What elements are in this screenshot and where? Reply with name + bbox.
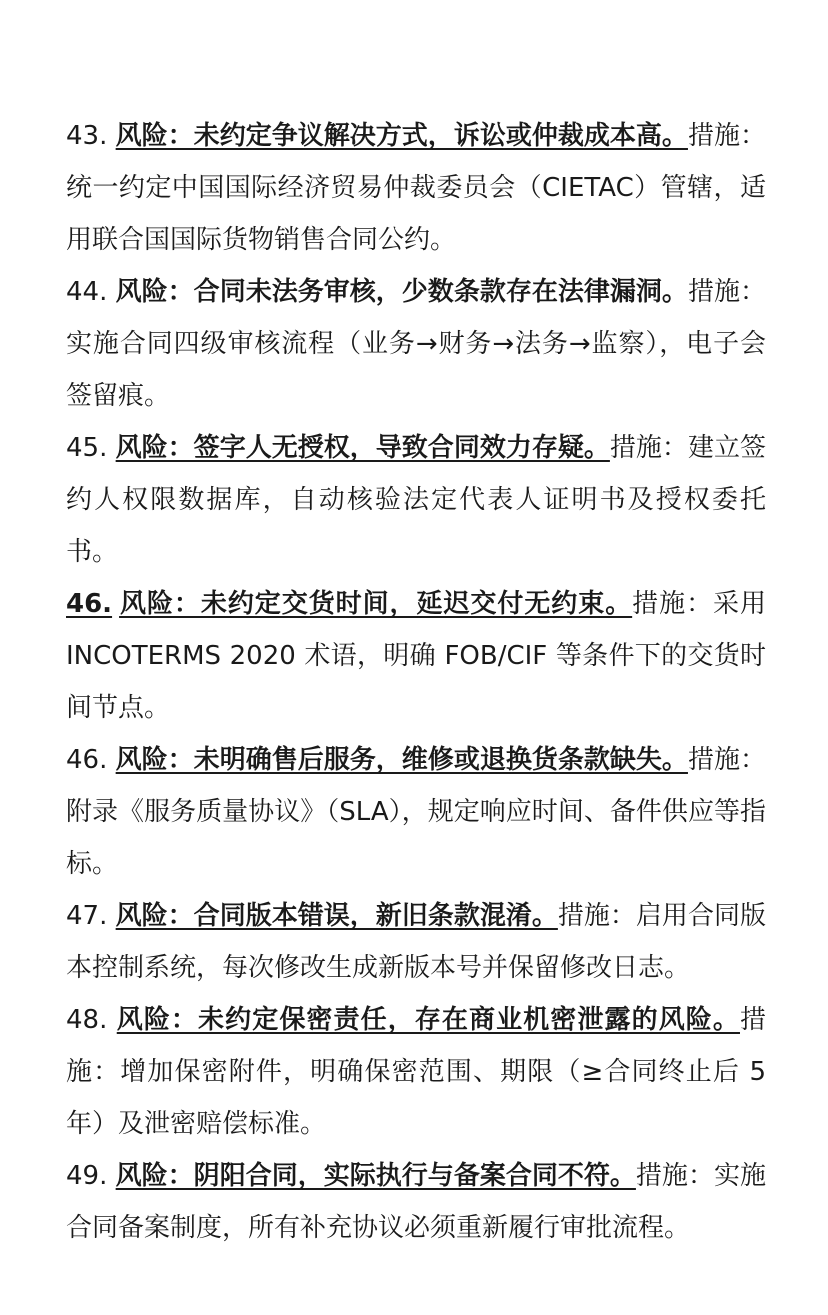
risk-text: 风险：合同未法务审核，少数条款存在法律漏洞。 [115,277,688,307]
item-number: 45. [66,433,108,463]
risk-text: 风险：未约定争议解决方式，诉讼或仲裁成本高。 [115,121,688,151]
list-item [66,1150,766,1254]
measure-text: 措施：增加保密附件，明确保密范围、期限（≥合同终止后 5 年）及泄密赔偿标准。 [66,1005,766,1139]
list-item [66,994,766,1150]
item-number: 46. [66,589,113,619]
measure-text: 措施：实施合同四级审核流程（业务→财务→法务→监察），电子会签留痕。 [66,277,766,411]
measure-text: 措施：附录《服务质量协议》（SLA），规定响应时间、备件供应等指标。 [66,745,766,879]
item-number: 43. [66,121,108,151]
list-item [66,266,766,422]
list-item [66,110,766,266]
item-number: 49. [66,1161,108,1191]
risk-text: 风险：合同版本错误，新旧条款混淆。 [115,901,558,931]
measure-text: 措施：统一约定中国国际经济贸易仲裁委员会（CIETAC）管辖，适用联合国国际货物销售合同公约。 [66,121,766,255]
item-number: 48. [66,1005,108,1035]
measure-text: 措施：实施合同备案制度，所有补充协议必须重新履行审批流程。 [66,1161,766,1243]
item-number: 46. [66,745,108,775]
list-item [66,890,766,994]
list-item [66,578,766,734]
document-page [66,110,766,1254]
risk-text: 风险：未明确售后服务，维修或退换货条款缺失。 [115,745,688,775]
item-number: 47. [66,901,108,931]
risk-text: 风险：未约定交货时间，延迟交付无约束。 [119,589,633,619]
measure-text: 措施：启用合同版本控制系统，每次修改生成新版本号并保留修改日志。 [66,901,766,983]
risk-text: 风险：未约定保密责任，存在商业机密泄露的风险。 [116,1005,740,1035]
risk-text: 风险：签字人无授权，导致合同效力存疑。 [115,433,610,463]
list-item [66,422,766,578]
measure-text: 措施：采用 INCOTERMS 2020 术语，明确 FOB/CIF 等条件下的交货时间节点。 [66,589,766,723]
risk-text: 风险：阴阳合同，实际执行与备案合同不符。 [115,1161,636,1191]
measure-text: 措施：建立签约人权限数据库，自动核验法定代表人证明书及授权委托书。 [66,433,766,567]
list-item [66,734,766,890]
item-number: 44. [66,277,108,307]
